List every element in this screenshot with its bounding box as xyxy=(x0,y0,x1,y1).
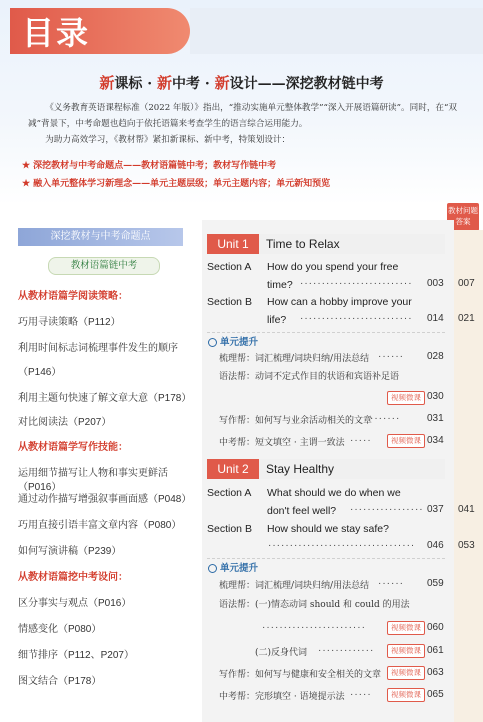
unit-2-section-b-title[interactable]: How should we stay safe? xyxy=(267,523,389,535)
unit-2-section-b-page: 046 xyxy=(427,540,444,551)
headline-new-3: 新 xyxy=(214,74,230,92)
leader-dots: ······· xyxy=(370,413,401,424)
unit-2-section-a-answer: 041 xyxy=(458,504,475,515)
unit-2-help-4[interactable]: 写作帮：如何写与健康和安全相关的文章 xyxy=(219,670,382,680)
feature-bullet-2-text: 融入单元整体学习新理念——单元主题层级；单元主题内容；单元新知预览 xyxy=(33,179,331,189)
feature-bullet-1 xyxy=(22,158,276,171)
unit-2-section-b-answer: 053 xyxy=(458,540,475,551)
unit-1-title[interactable]: Time to Relax xyxy=(266,237,340,251)
star-icon: ★ xyxy=(22,179,31,189)
unit-1-section-b-page: 014 xyxy=(427,313,444,324)
unit-2-help-2-page: 060 xyxy=(427,622,444,633)
unit-2-help-5-video-button[interactable]: 视频微课 xyxy=(387,688,425,702)
answer-tag: 教材问题答案 xyxy=(447,203,479,231)
unit-1-section-b-label: Section B xyxy=(207,296,252,308)
unit-2-help-4-page: 063 xyxy=(427,667,444,678)
unit-1-section-b-line2: life? xyxy=(267,314,287,326)
left-item: 对比阅读法（P207） xyxy=(18,417,112,428)
unit-1-section-b-line1: How can a hobby improve your xyxy=(267,296,412,308)
unit-1-lift xyxy=(208,334,258,348)
unit-2-section-a-label: Section A xyxy=(207,487,252,499)
leader-dots: ·································· xyxy=(268,540,416,551)
divider xyxy=(207,558,445,559)
headline-new-2: 新 xyxy=(156,74,172,92)
header-band xyxy=(190,8,483,54)
star-icon: ★ xyxy=(22,161,31,171)
unit-1-section-a-line1: How do you spend your free xyxy=(267,261,399,273)
unit-1-help-1-page: 028 xyxy=(427,351,444,362)
unit-1-section-b-answer: 021 xyxy=(458,313,475,324)
feature-bullet-1-text: 深挖教材与中考命题点——教材语篇链中考；教材写作链中考 xyxy=(33,161,277,171)
left-sub-title: 教材语篇链中考 xyxy=(48,257,160,275)
left-item: 从教材语篇挖中考设问： xyxy=(18,572,128,583)
unit-2-help-1[interactable]: 梳理帮：词汇梳理/词块归纳/用法总结 xyxy=(219,581,370,591)
unit-2-title[interactable]: Stay Healthy xyxy=(266,462,335,476)
unit-2-help-4-video-button[interactable]: 视频微课 xyxy=(387,666,425,680)
unit-1-help-4-page: 034 xyxy=(427,435,444,446)
unit-1-help-2-video-button[interactable]: 视频微课 xyxy=(387,391,425,405)
unit-1-help-3[interactable]: 写作帮：如何写与业余活动相关的文章 xyxy=(219,416,373,426)
feature-bullet-2 xyxy=(22,176,330,189)
left-item: 通过动作描写增强叙事画面感（P048） xyxy=(18,494,192,505)
headline-part-1: 课标 · xyxy=(114,76,157,92)
unit-2-help-5[interactable]: 中考帮：完形填空 · 语境提示法 xyxy=(219,692,345,702)
page-title: 目录 xyxy=(22,14,91,52)
left-item: 从教材语篇学阅读策略： xyxy=(18,291,128,302)
unit-2-help-3[interactable]: (二)反身代词 xyxy=(255,648,308,658)
left-item: 区分事实与观点（P016） xyxy=(18,598,132,609)
unit-1-help-2[interactable]: 语法帮：动词不定式作目的状语和宾语补足语 xyxy=(219,372,400,382)
circle-icon xyxy=(208,338,217,347)
unit-2-badge[interactable]: Unit 2 xyxy=(207,459,259,479)
left-item: 利用主题句快速了解文章大意（P178） xyxy=(18,393,192,404)
unit-2-lift-label: 单元提升 xyxy=(220,563,259,574)
headline-new-1: 新 xyxy=(99,74,115,92)
leader-dots: ····· xyxy=(350,689,372,700)
left-item: （P146） xyxy=(18,367,62,378)
leader-dots: ························ xyxy=(262,622,366,633)
unit-1-lift-label: 单元提升 xyxy=(220,337,259,348)
headline xyxy=(0,72,483,93)
leader-dots: ················· xyxy=(350,504,424,515)
left-item: 巧用直接引语丰富文章内容（P080） xyxy=(18,520,182,531)
headline-part-3: 设计——深挖教材链中考 xyxy=(229,76,384,92)
circle-icon xyxy=(208,564,217,573)
left-section-title: 深挖教材与中考命题点 xyxy=(18,228,183,246)
left-item: 细节排序（P112、P207） xyxy=(18,650,134,661)
unit-1-help-1[interactable]: 梳理帮：词汇梳理/词块归纳/用法总结 xyxy=(219,354,370,364)
unit-1-section-a-page: 003 xyxy=(427,278,444,289)
divider xyxy=(207,332,445,333)
unit-2-section-b-label: Section B xyxy=(207,523,252,535)
intro-paragraph-2: 为助力高效学习，《教材帮》紧扣新课标、新中考，特策划设计： xyxy=(45,135,291,145)
unit-2-help-1-page: 059 xyxy=(427,578,444,589)
intro-paragraph-1: 《义务教育英语课程标准（2022 年版）》指出，“推动实施单元整体教学”“深入开展语篇研读”。同时，在“双减”背景下，中考命题也趋向于依托语篇来考查学生的语言综合运用能力。 xyxy=(28,103,457,129)
unit-1-help-4-video-button[interactable]: 视频微课 xyxy=(387,434,425,448)
unit-1-help-3-page: 031 xyxy=(427,413,444,424)
leader-dots: ·························· xyxy=(300,278,413,289)
unit-2-help-3-video-button[interactable]: 视频微课 xyxy=(387,644,425,658)
unit-2-help-5-page: 065 xyxy=(427,689,444,700)
unit-1-section-a-line2: time? xyxy=(267,279,293,291)
leader-dots: ·························· xyxy=(300,313,413,324)
headline-part-2: 中考 · xyxy=(172,76,215,92)
leader-dots: ······ xyxy=(378,578,404,589)
left-item: 巧用寻读策略（P112） xyxy=(18,317,121,328)
left-item: 图文结合（P178） xyxy=(18,676,102,687)
answer-page-strip xyxy=(454,230,483,722)
unit-2-section-a-page: 037 xyxy=(427,504,444,515)
unit-1-section-a-answer: 007 xyxy=(458,278,475,289)
left-item: 如何写演讲稿（P239） xyxy=(18,546,122,557)
unit-2-help-2-video-button[interactable]: 视频微课 xyxy=(387,621,425,635)
unit-2-lift xyxy=(208,560,258,574)
unit-1-help-2-page: 030 xyxy=(427,391,444,402)
leader-dots: ············· xyxy=(318,645,375,656)
unit-1-badge[interactable]: Unit 1 xyxy=(207,234,259,254)
unit-1-help-4[interactable]: 中考帮：短文填空 · 主谓一致法 xyxy=(219,438,345,448)
unit-2-section-a-line2: don't feel well? xyxy=(267,505,337,517)
unit-1-section-a-label: Section A xyxy=(207,261,252,273)
unit-2-help-3-page: 061 xyxy=(427,645,444,656)
left-item: 运用细节描写让人物和事实更鲜活（P016） xyxy=(18,468,168,493)
left-item: 从教材语篇学写作技能： xyxy=(18,442,128,453)
intro-text xyxy=(28,100,473,148)
left-item: 利用时间标志词梳理事件发生的顺序 xyxy=(18,343,178,354)
left-item: 情感变化（P080） xyxy=(18,624,102,635)
unit-2-section-a-line1: What should we do when we xyxy=(267,487,401,499)
leader-dots: ····· xyxy=(350,435,372,446)
leader-dots: ······ xyxy=(378,351,404,362)
unit-2-help-2[interactable]: 语法帮：(一)情态动词 should 和 could 的用法 xyxy=(219,600,410,610)
